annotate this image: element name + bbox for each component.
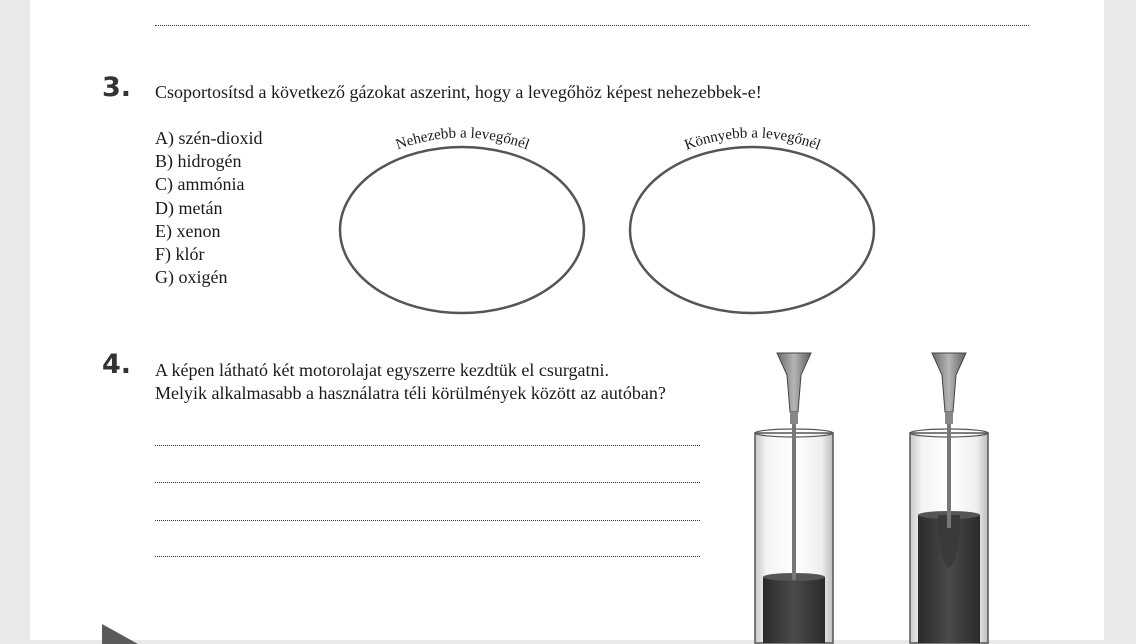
option-letter: C): [155, 174, 173, 195]
option-name: ammónia: [177, 174, 245, 195]
svg-text:Könnyebb a levegőnél: [683, 125, 823, 153]
heavier-group-ellipse[interactable]: [340, 147, 584, 313]
option-name: xenon: [176, 220, 221, 241]
option-letter: E): [155, 220, 172, 241]
option-name: szén-dioxid: [178, 128, 263, 148]
option-name: klór: [175, 244, 205, 265]
option-letter: A): [155, 128, 174, 148]
next-question-arrow-icon: [102, 624, 142, 644]
option-name: metán: [178, 197, 223, 218]
heavier-group-label: Nehezebb a levegőnél: [393, 125, 532, 154]
answer-line[interactable]: [155, 445, 700, 446]
answer-line[interactable]: [155, 482, 700, 483]
left-oil-cylinder: [755, 353, 833, 643]
right-oil-cylinder: [910, 353, 988, 643]
question-4-line-2: Melyik alkalmasabb a használatra téli körülmények között az autóban?: [155, 383, 666, 403]
answer-line[interactable]: [155, 520, 700, 521]
option-letter: D): [155, 197, 174, 218]
option-letter: G): [155, 267, 174, 288]
option-letter: B): [155, 151, 173, 172]
answer-line[interactable]: [155, 556, 700, 557]
lighter-group-label: Könnyebb a levegőnél: [682, 125, 823, 154]
question-4-number: 4.: [102, 349, 132, 380]
option-letter: F): [155, 244, 172, 265]
worksheet-page: [30, 0, 1104, 640]
question-4-line-1: A képen látható két motorolajat egyszerre kezdtük el csurgatni.: [155, 360, 610, 380]
svg-text:Nehezebb a levegőnél: [394, 125, 532, 153]
question-3-number: 3.: [102, 72, 132, 103]
option-name: oxigén: [178, 267, 228, 288]
question-3-text: Csoportosítsd a következő gázokat aszerint, hogy a levegőhöz képest nehezebbek-e!: [155, 82, 762, 102]
motor-oil-illustration: [745, 350, 1005, 640]
option-name: hidrogén: [177, 151, 242, 172]
lighter-group-ellipse[interactable]: [630, 147, 874, 313]
